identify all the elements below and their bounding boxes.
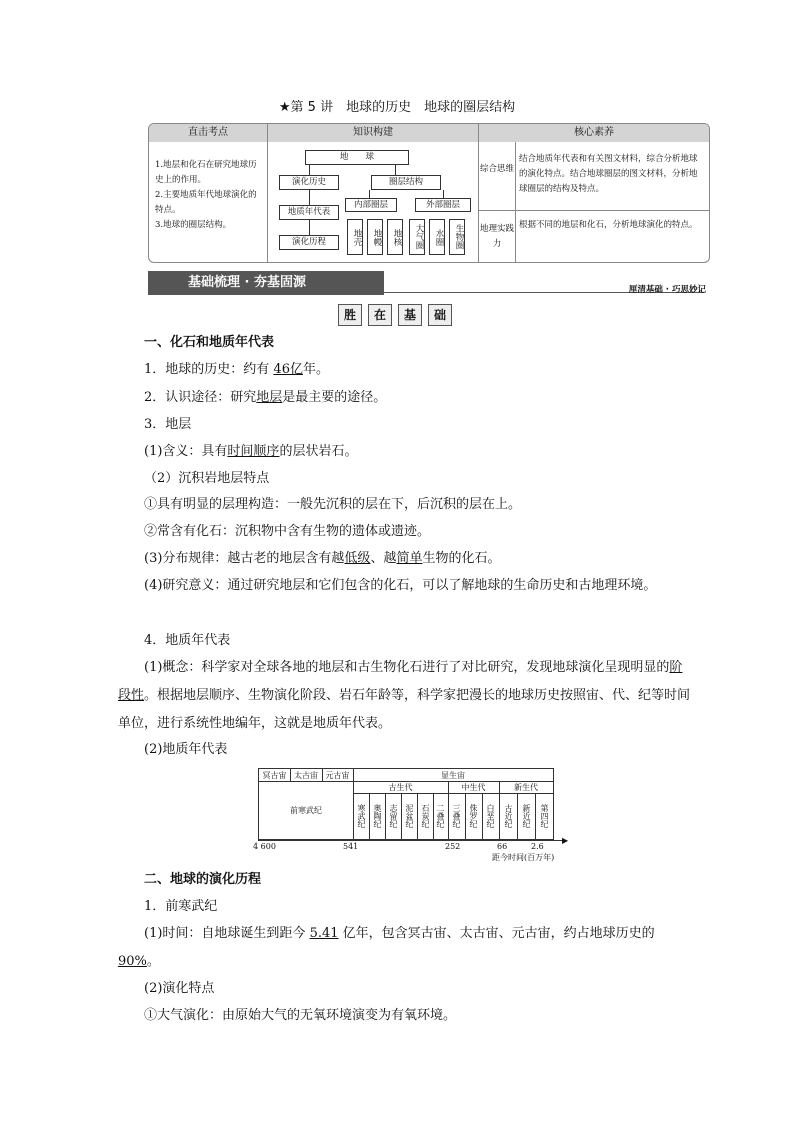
chevron-char: 础: [428, 304, 452, 326]
node-evolution-history: 演化历史: [279, 175, 339, 190]
eon-label: 显生宙: [441, 771, 465, 780]
paragraph: ①大气演化：由原始大气的无氧环境演变为有氧环境。: [144, 1008, 457, 1023]
paragraph: ①具有明显的层理构造：一般先沉积的层在下，后沉积的层在上。: [144, 497, 522, 512]
banner-title: 基础梳理 · 夯基固源: [188, 275, 306, 290]
period-label: 志留纪: [389, 804, 398, 828]
paragraph: (2)地质年代表: [144, 742, 228, 757]
exam-point: 3.地球的圈层结构。: [155, 220, 232, 230]
col-header-knowledge: 知识构建: [268, 124, 478, 142]
node-biosphere: 生物圈: [449, 219, 465, 255]
paragraph: (3)分布规律：越古老的地层含有越低级、越简单生物的化石。: [144, 551, 501, 566]
tick-label: 66: [497, 842, 508, 851]
chevron-char: 基: [398, 304, 422, 326]
exam-point: 1.地层和化石在研究地球历史上的作用。: [155, 160, 257, 185]
period-label: 奥陶纪: [373, 804, 382, 828]
section-heading: 二、地球的演化历程: [144, 872, 262, 887]
tick-label: 4 600: [253, 842, 276, 851]
col-header-literacy: 核心素养: [479, 124, 709, 142]
node-mantle: 地幔: [367, 219, 383, 255]
period-label: 泥盆纪: [405, 804, 414, 828]
chevron-char: 在: [368, 304, 392, 326]
paragraph: （2）沉积岩地层特点: [144, 471, 270, 486]
literacy-name: 地理实践力: [480, 224, 515, 249]
node-atmosphere: 大气圈: [409, 219, 425, 255]
tick-label: 252: [445, 842, 461, 851]
node-crust: 地壳: [347, 219, 363, 255]
overview-table: [148, 123, 710, 263]
period-label: 寒武纪: [357, 804, 366, 828]
page-title: ★第 5 讲 地球的历史 地球的圈层结构: [278, 100, 516, 115]
paragraph: (4)研究意义：通过研究地层和它们包含的化石，可以了解地球的生命历史和古地理环境。: [144, 578, 657, 593]
period-label: 第四纪: [540, 804, 549, 828]
paragraph: (1)时间：自地球诞生到距今 5.41 亿年，包含冥古宙、太古宙、元古宙，约占地球历史的90%。: [118, 926, 655, 969]
node-evolution-process: 演化历程: [279, 235, 339, 250]
axis-label: 距今时间(百万年): [492, 853, 555, 862]
period-label: 白垩纪: [486, 804, 495, 828]
node-core: 地核: [387, 219, 403, 255]
tick-label: 2.6: [531, 842, 544, 851]
paragraph: 2．认识途径：研究地层是最主要的途径。: [144, 390, 387, 405]
paragraph: 1．地球的历史：约有 46亿年。: [144, 362, 329, 377]
literacy-text: 结合地质年代表和有关图文材料，综合分析地球的演化特点。结合地球圈层的图文材料，分析地球圈层的结构及特点。: [519, 154, 698, 194]
paragraph: 4．地质年代表: [144, 633, 231, 648]
chevron-char: 胜: [338, 304, 362, 326]
literacy-name: 综合思维: [480, 164, 515, 174]
eon-label: 元古宙: [325, 771, 350, 780]
paragraph: (2)演化特点: [144, 981, 215, 996]
era-label: 中生代: [461, 783, 486, 792]
exam-points: [155, 158, 263, 233]
precambrian-label: 前寒武纪: [290, 806, 322, 815]
era-label: 古生代: [388, 783, 413, 792]
paragraph: ②常含有化石：沉积物中含有生物的遗体或遗迹。: [144, 524, 431, 539]
paragraph: 3．地层: [144, 417, 192, 432]
period-label: 新近纪: [522, 804, 531, 828]
period-label: 古近纪: [504, 804, 513, 828]
period-label: 石炭纪: [421, 804, 430, 828]
period-label: 侏罗纪: [469, 804, 478, 828]
node-outer-sphere: 外部圈层: [415, 198, 471, 212]
section-heading: 一、化石和地质年代表: [144, 335, 275, 350]
node-hydrosphere: 水圈: [429, 219, 445, 255]
literacy-text: 根据不同的地层和化石，分析地球演化的特点。: [519, 220, 698, 230]
paragraph: (1)含义：具有时间顺序的层状岩石。: [144, 444, 358, 459]
col-header-points: 直击考点: [149, 124, 267, 142]
exam-point: 2.主要地质年代地球演化的特点。: [155, 190, 257, 215]
node-inner-sphere: 内部圈层: [345, 198, 397, 212]
paragraph: 1．前寒武纪: [144, 899, 218, 914]
paragraph: (1)概念：科学家对全球各地的地层和古生物化石进行了对比研究，发现地球演化呈现明显的阶段性。根据地层顺序、生物演化阶段、岩石年龄等，科学家把漫长的地球历史按照宙、代、纪等时间单位，进行系统性地编年，这就是地质年代表。: [118, 660, 691, 731]
eon-label: 冥古宙: [262, 771, 287, 780]
period-label: 二叠纪: [436, 804, 445, 828]
section-banner: [148, 271, 384, 295]
period-label: 三叠纪: [452, 804, 461, 828]
eon-label: 太古宙: [294, 771, 318, 780]
geologic-timescale-table: [258, 768, 554, 840]
node-geologic-timescale: 地质年代表: [279, 205, 339, 220]
node-earth: 地 球: [305, 150, 409, 165]
tick-label: 541: [343, 842, 359, 851]
node-sphere-structure: 圈层结构: [371, 175, 441, 190]
era-label: 新生代: [514, 783, 538, 792]
banner-subtitle: 厘清基础 · 巧思妙记: [628, 285, 706, 295]
